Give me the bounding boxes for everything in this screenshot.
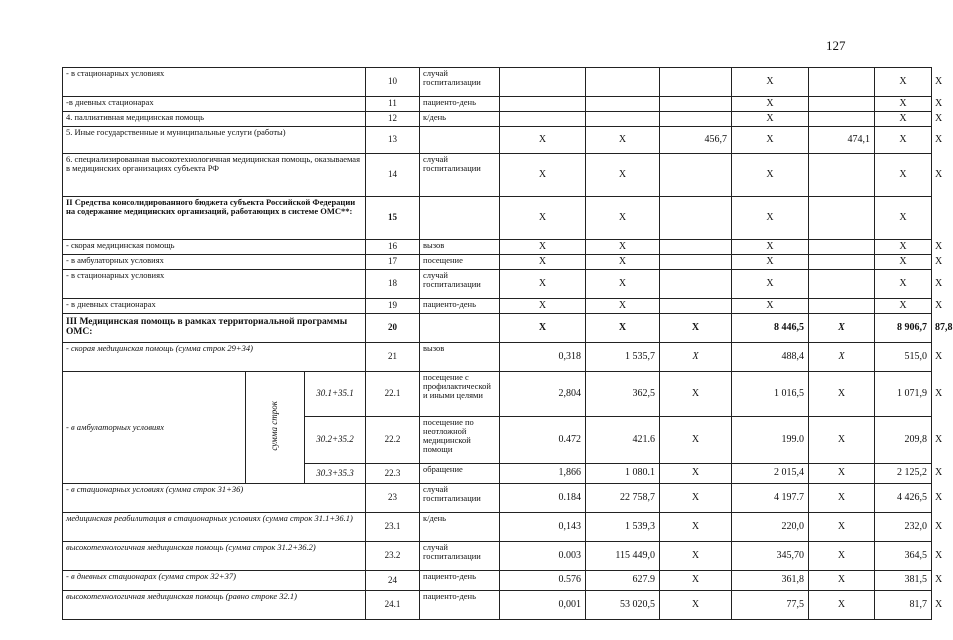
cell-c5 [809, 154, 875, 197]
cell-c6: Х [875, 112, 932, 127]
row-unit: случай госпитализации [420, 154, 500, 197]
row-number: 18 [366, 270, 420, 299]
cell-c3: Х [660, 464, 732, 484]
row-unit: пациенто-день [420, 299, 500, 314]
cell-c4: Х [732, 97, 809, 112]
cell-c1: Х [500, 240, 586, 255]
table-row: - в амбулаторных условиях 17 посещение Х Х Х Х Х [63, 255, 932, 270]
table-row: медицинская реабилитация в стационарных условиях (сумма строк 31.1+36.1) 23.1 к/день 0,143 1 539,3 Х 220,0 Х 232,0 Х [63, 513, 932, 542]
row-name: - скорая медицинская помощь (сумма строк 29+34) [63, 343, 366, 372]
cell-c5 [809, 255, 875, 270]
cell-c1: 0.472 [500, 417, 586, 464]
row-number: 23 [366, 484, 420, 513]
row-unit: к/день [420, 513, 500, 542]
cell-c1 [500, 68, 586, 97]
row-number: 22.1 [366, 372, 420, 417]
cell-c4: Х [732, 240, 809, 255]
row-unit: случай госпитализации [420, 542, 500, 571]
cell-c1: 0.003 [500, 542, 586, 571]
cell-c5 [809, 68, 875, 97]
cell-c2 [586, 97, 660, 112]
row-name: высокотехнологичная медицинская помощь (равно строке 32.1) [63, 591, 366, 620]
row-name: - скорая медицинская помощь [63, 240, 366, 255]
cell-c5: Х [809, 343, 875, 372]
section-title: II Средства консолидированного бюджета субъекта Российской Федерации на содержание медицинских организаций, работающих в системе ОМС**: [63, 197, 366, 240]
table-row: - в дневных стационарах (сумма строк 32+37) 24 пациенто-день 0.576 627.9 Х 361,8 Х 381,5 Х [63, 571, 932, 591]
table-row: -в дневных стационарах 11 пациенто-день Х Х Х [63, 97, 932, 112]
table-row: - в стационарных условиях (сумма строк 31+36) 23 случай госпитализации 0.184 22 758,7 Х 4 197.7 Х 4 426,5 Х [63, 484, 932, 513]
row-number: 19 [366, 299, 420, 314]
cell-c3: Х [660, 343, 732, 372]
row-number: 24 [366, 571, 420, 591]
cell-c6: 381,5 [875, 571, 932, 591]
cell-c6: Х [875, 127, 932, 154]
cell-c6: 364,5 [875, 542, 932, 571]
cell-c2: 421.6 [586, 417, 660, 464]
row-name: 5. Иные государственные и муниципальные услуги (работы) [63, 127, 366, 154]
cell-c6: 1 071,9 [875, 372, 932, 417]
cell-c4: Х [732, 270, 809, 299]
cell-c1: 0,001 [500, 591, 586, 620]
row-number: 14 [366, 154, 420, 197]
row-unit: случай госпитализации [420, 68, 500, 97]
table-row: III Медицинская помощь в рамках территориальной программы ОМС: 20 Х Х Х 8 446,5 Х 8 906,7 87,8 [63, 314, 932, 343]
cell-c5: Х [809, 372, 875, 417]
cell-c6: 2 125,2 [875, 464, 932, 484]
cell-c3: Х [660, 542, 732, 571]
cell-c6: Х [875, 255, 932, 270]
cell-c1: 0.184 [500, 484, 586, 513]
cell-c5: Х [809, 591, 875, 620]
row-name: - в стационарных условиях [63, 68, 366, 97]
row-sub: 30.3+35.3 [305, 464, 366, 484]
cell-c5: 474,1 [809, 127, 875, 154]
row-number: 20 [366, 314, 420, 343]
cell-c4: 220,0 [732, 513, 809, 542]
cell-c6: 4 426,5 [875, 484, 932, 513]
table-row [63, 197, 932, 240]
cell-c5: Х [809, 464, 875, 484]
row-number: 21 [366, 343, 420, 372]
cell-c2: Х [586, 314, 660, 343]
row-number: 23.1 [366, 513, 420, 542]
cell-c2: 1 539,3 [586, 513, 660, 542]
table-row: - в стационарных условиях 10 случай госпитализации Х Х Х [63, 68, 932, 97]
cell-c5 [809, 299, 875, 314]
table-row: 4. паллиативная медицинская помощь 12 к/день Х Х Х [63, 112, 932, 127]
row-unit: пациенто-день [420, 591, 500, 620]
cell-c4: 199.0 [732, 417, 809, 464]
cell-c5 [809, 197, 875, 240]
cell-c6: 209,8 [875, 417, 932, 464]
cell-c2: 627.9 [586, 571, 660, 591]
financing-table [62, 67, 953, 620]
row-name: - в амбулаторных условиях [63, 255, 366, 270]
row-unit [420, 197, 500, 240]
cell-c2: Х [586, 154, 660, 197]
cell-c5: Х [809, 571, 875, 591]
cell-c2: 53 020,5 [586, 591, 660, 620]
row-name: - в дневных стационарах (сумма строк 32+37) [63, 571, 366, 591]
row-unit [420, 314, 500, 343]
cell-c5: Х [809, 314, 875, 343]
cell-c6: 8 906,7 [875, 314, 932, 343]
table-row: - в дневных стационарах 19 пациенто-день Х Х Х Х Х [63, 299, 932, 314]
cell-c3: Х [660, 591, 732, 620]
cell-c3: 456,7 [660, 127, 732, 154]
cell-c5: Х [809, 417, 875, 464]
table-row: 5. Иные государственные и муниципальные услуги (работы) 13 Х Х 456,7 Х 474,1 Х Х [63, 127, 932, 154]
cell-c4: 1 016,5 [732, 372, 809, 417]
cell-c3 [660, 197, 732, 240]
cell-c6: Х [875, 154, 932, 197]
cell-c1: Х [500, 255, 586, 270]
row-number: 17 [366, 255, 420, 270]
row-sub: 30.1+35.1 [305, 372, 366, 417]
cell-c1: Х [500, 299, 586, 314]
cell-c2: Х [586, 127, 660, 154]
cell-c1 [500, 112, 586, 127]
cell-c2: Х [586, 299, 660, 314]
cell-c4: Х [732, 299, 809, 314]
cell-c5 [809, 240, 875, 255]
row-unit: посещение по неотложной медицинской помощи [420, 417, 500, 464]
cell-c3: Х [660, 314, 732, 343]
row-unit: вызов [420, 240, 500, 255]
cell-c4: 488,4 [732, 343, 809, 372]
row-number: 23.2 [366, 542, 420, 571]
cell-c3: Х [660, 513, 732, 542]
row-name: - в дневных стационарах [63, 299, 366, 314]
cell-c6: Х [875, 299, 932, 314]
cell-c2: 1 535,7 [586, 343, 660, 372]
row-unit: вызов [420, 343, 500, 372]
page-number: 127 [826, 38, 846, 53]
cell-c2: 22 758,7 [586, 484, 660, 513]
cell-c1: 0.576 [500, 571, 586, 591]
cell-c4: 2 015,4 [732, 464, 809, 484]
table-row: 6. специализированная высокотехнологичная медицинская помощь, оказываемая в медицинских организациях субъекта РФ 14 случай госпитализации Х Х Х Х Х [63, 154, 932, 197]
cell-c1 [500, 97, 586, 112]
row-unit: посещение [420, 255, 500, 270]
cell-c1: 0,143 [500, 513, 586, 542]
cell-c2 [586, 68, 660, 97]
cell-c5: Х [809, 542, 875, 571]
row-sub: 30.2+35.2 [305, 417, 366, 464]
table-row: - скорая медицинская помощь (сумма строк 29+34) 21 вызов 0,318 1 535,7 Х 488,4 Х 515,0 Х [63, 343, 932, 372]
sum-rows-label: сумма строк [246, 372, 305, 484]
table-row: высокотехнологичная медицинская помощь (равно строке 32.1) 24.1 пациенто-день 0,001 53 020,5 Х 77,5 Х 81,7 Х [63, 591, 932, 620]
row-name: медицинская реабилитация в стационарных условиях (сумма строк 31.1+36.1) [63, 513, 366, 542]
cell-c6: Х [875, 270, 932, 299]
cell-c1: Х [500, 270, 586, 299]
cell-c6: Х [875, 240, 932, 255]
cell-c4: 4 197.7 [732, 484, 809, 513]
cell-c6: Х [875, 197, 932, 240]
cell-c3 [660, 270, 732, 299]
cell-c3 [660, 255, 732, 270]
cell-c4: Х [732, 154, 809, 197]
row-unit: пациенто-день [420, 571, 500, 591]
row-unit [420, 127, 500, 154]
table-row: - скорая медицинская помощь 16 вызов Х Х Х Х Х [63, 240, 932, 255]
cell-c1: Х [500, 314, 586, 343]
cell-c2: Х [586, 270, 660, 299]
cell-c2: Х [586, 240, 660, 255]
cell-c4: Х [732, 127, 809, 154]
row-unit: посещение с профилактической и иными целями [420, 372, 500, 417]
cell-c1: Х [500, 197, 586, 240]
row-unit: обращение [420, 464, 500, 484]
cell-c1: 2,804 [500, 372, 586, 417]
cell-c6: 232,0 [875, 513, 932, 542]
cell-c4: Х [732, 112, 809, 127]
row-number: 12 [366, 112, 420, 127]
cell-c3: Х [660, 571, 732, 591]
row-number: 11 [366, 97, 420, 112]
cell-c3 [660, 112, 732, 127]
cell-c1: Х [500, 154, 586, 197]
cell-c6: Х [875, 68, 932, 97]
cell-c3: Х [660, 417, 732, 464]
cell-c3 [660, 68, 732, 97]
cell-c5: Х [809, 484, 875, 513]
cell-c1: 1,866 [500, 464, 586, 484]
row-name: - в амбулаторных условиях [63, 372, 246, 484]
cell-c4: Х [732, 197, 809, 240]
cell-c4: 8 446,5 [732, 314, 809, 343]
row-name: -в дневных стационарах [63, 97, 366, 112]
row-unit: случай госпитализации [420, 484, 500, 513]
cell-c3 [660, 299, 732, 314]
row-number: 22.2 [366, 417, 420, 464]
row-unit: к/день [420, 112, 500, 127]
cell-c4: 345,70 [732, 542, 809, 571]
cell-c2: Х [586, 197, 660, 240]
table-row: 30.3+35.3 22.3 обращение 1,866 1 080.1 Х 2 015,4 Х 2 125,2 Х [63, 464, 932, 484]
cell-c2: Х [586, 255, 660, 270]
section-title: III Медицинская помощь в рамках территориальной программы ОМС: [63, 314, 366, 343]
table-row: высокотехнологичная медицинская помощь (сумма строк 31.2+36.2) 23.2 случай госпитализации 0.003 115 449,0 Х 345,70 Х 364,5 Х [63, 542, 932, 571]
cell-c3 [660, 240, 732, 255]
cell-c5 [809, 97, 875, 112]
cell-c2: 1 080.1 [586, 464, 660, 484]
row-name: 6. специализированная высокотехнологичная медицинская помощь, оказываемая в медицинских организациях субъекта РФ [63, 154, 366, 197]
row-number: 15 [366, 197, 420, 240]
cell-c6: 81,7 [875, 591, 932, 620]
row-unit: случай госпитализации [420, 270, 500, 299]
cell-c3 [660, 154, 732, 197]
row-number: 13 [366, 127, 420, 154]
cell-c4: Х [732, 255, 809, 270]
row-number: 10 [366, 68, 420, 97]
cell-c3: Х [660, 484, 732, 513]
cell-c4: 361,8 [732, 571, 809, 591]
cell-c5 [809, 270, 875, 299]
table-row: - в амбулаторных условиях сумма строк 30.1+35.1 22.1 посещение с профилактической и иными целями 2,804 362,5 Х 1 016,5 Х 1 071,9 Х [63, 372, 932, 417]
cell-c4: Х [732, 68, 809, 97]
cell-c2: 115 449,0 [586, 542, 660, 571]
row-name: 4. паллиативная медицинская помощь [63, 112, 366, 127]
row-name: высокотехнологичная медицинская помощь (сумма строк 31.2+36.2) [63, 542, 366, 571]
cell-c5 [809, 112, 875, 127]
cell-c3: Х [660, 372, 732, 417]
cell-c2 [586, 112, 660, 127]
cell-c1: Х [500, 127, 586, 154]
row-name: - в стационарных условиях (сумма строк 31+36) [63, 484, 366, 513]
row-number: 22.3 [366, 464, 420, 484]
row-number: 16 [366, 240, 420, 255]
row-name: - в стационарных условиях [63, 270, 366, 299]
cell-c6: 515,0 [875, 343, 932, 372]
cell-c2: 362,5 [586, 372, 660, 417]
cell-c5: Х [809, 513, 875, 542]
cell-c1: 0,318 [500, 343, 586, 372]
cell-c6: Х [875, 97, 932, 112]
cell-c3 [660, 97, 732, 112]
row-unit: пациенто-день [420, 97, 500, 112]
table-row: 30.2+35.2 22.2 посещение по неотложной медицинской помощи 0.472 421.6 Х 199.0 Х 209,8 Х [63, 417, 932, 464]
row-number: 24.1 [366, 591, 420, 620]
table-row: - в стационарных условиях 18 случай госпитализации Х Х Х Х Х [63, 270, 932, 299]
cell-c4: 77,5 [732, 591, 809, 620]
